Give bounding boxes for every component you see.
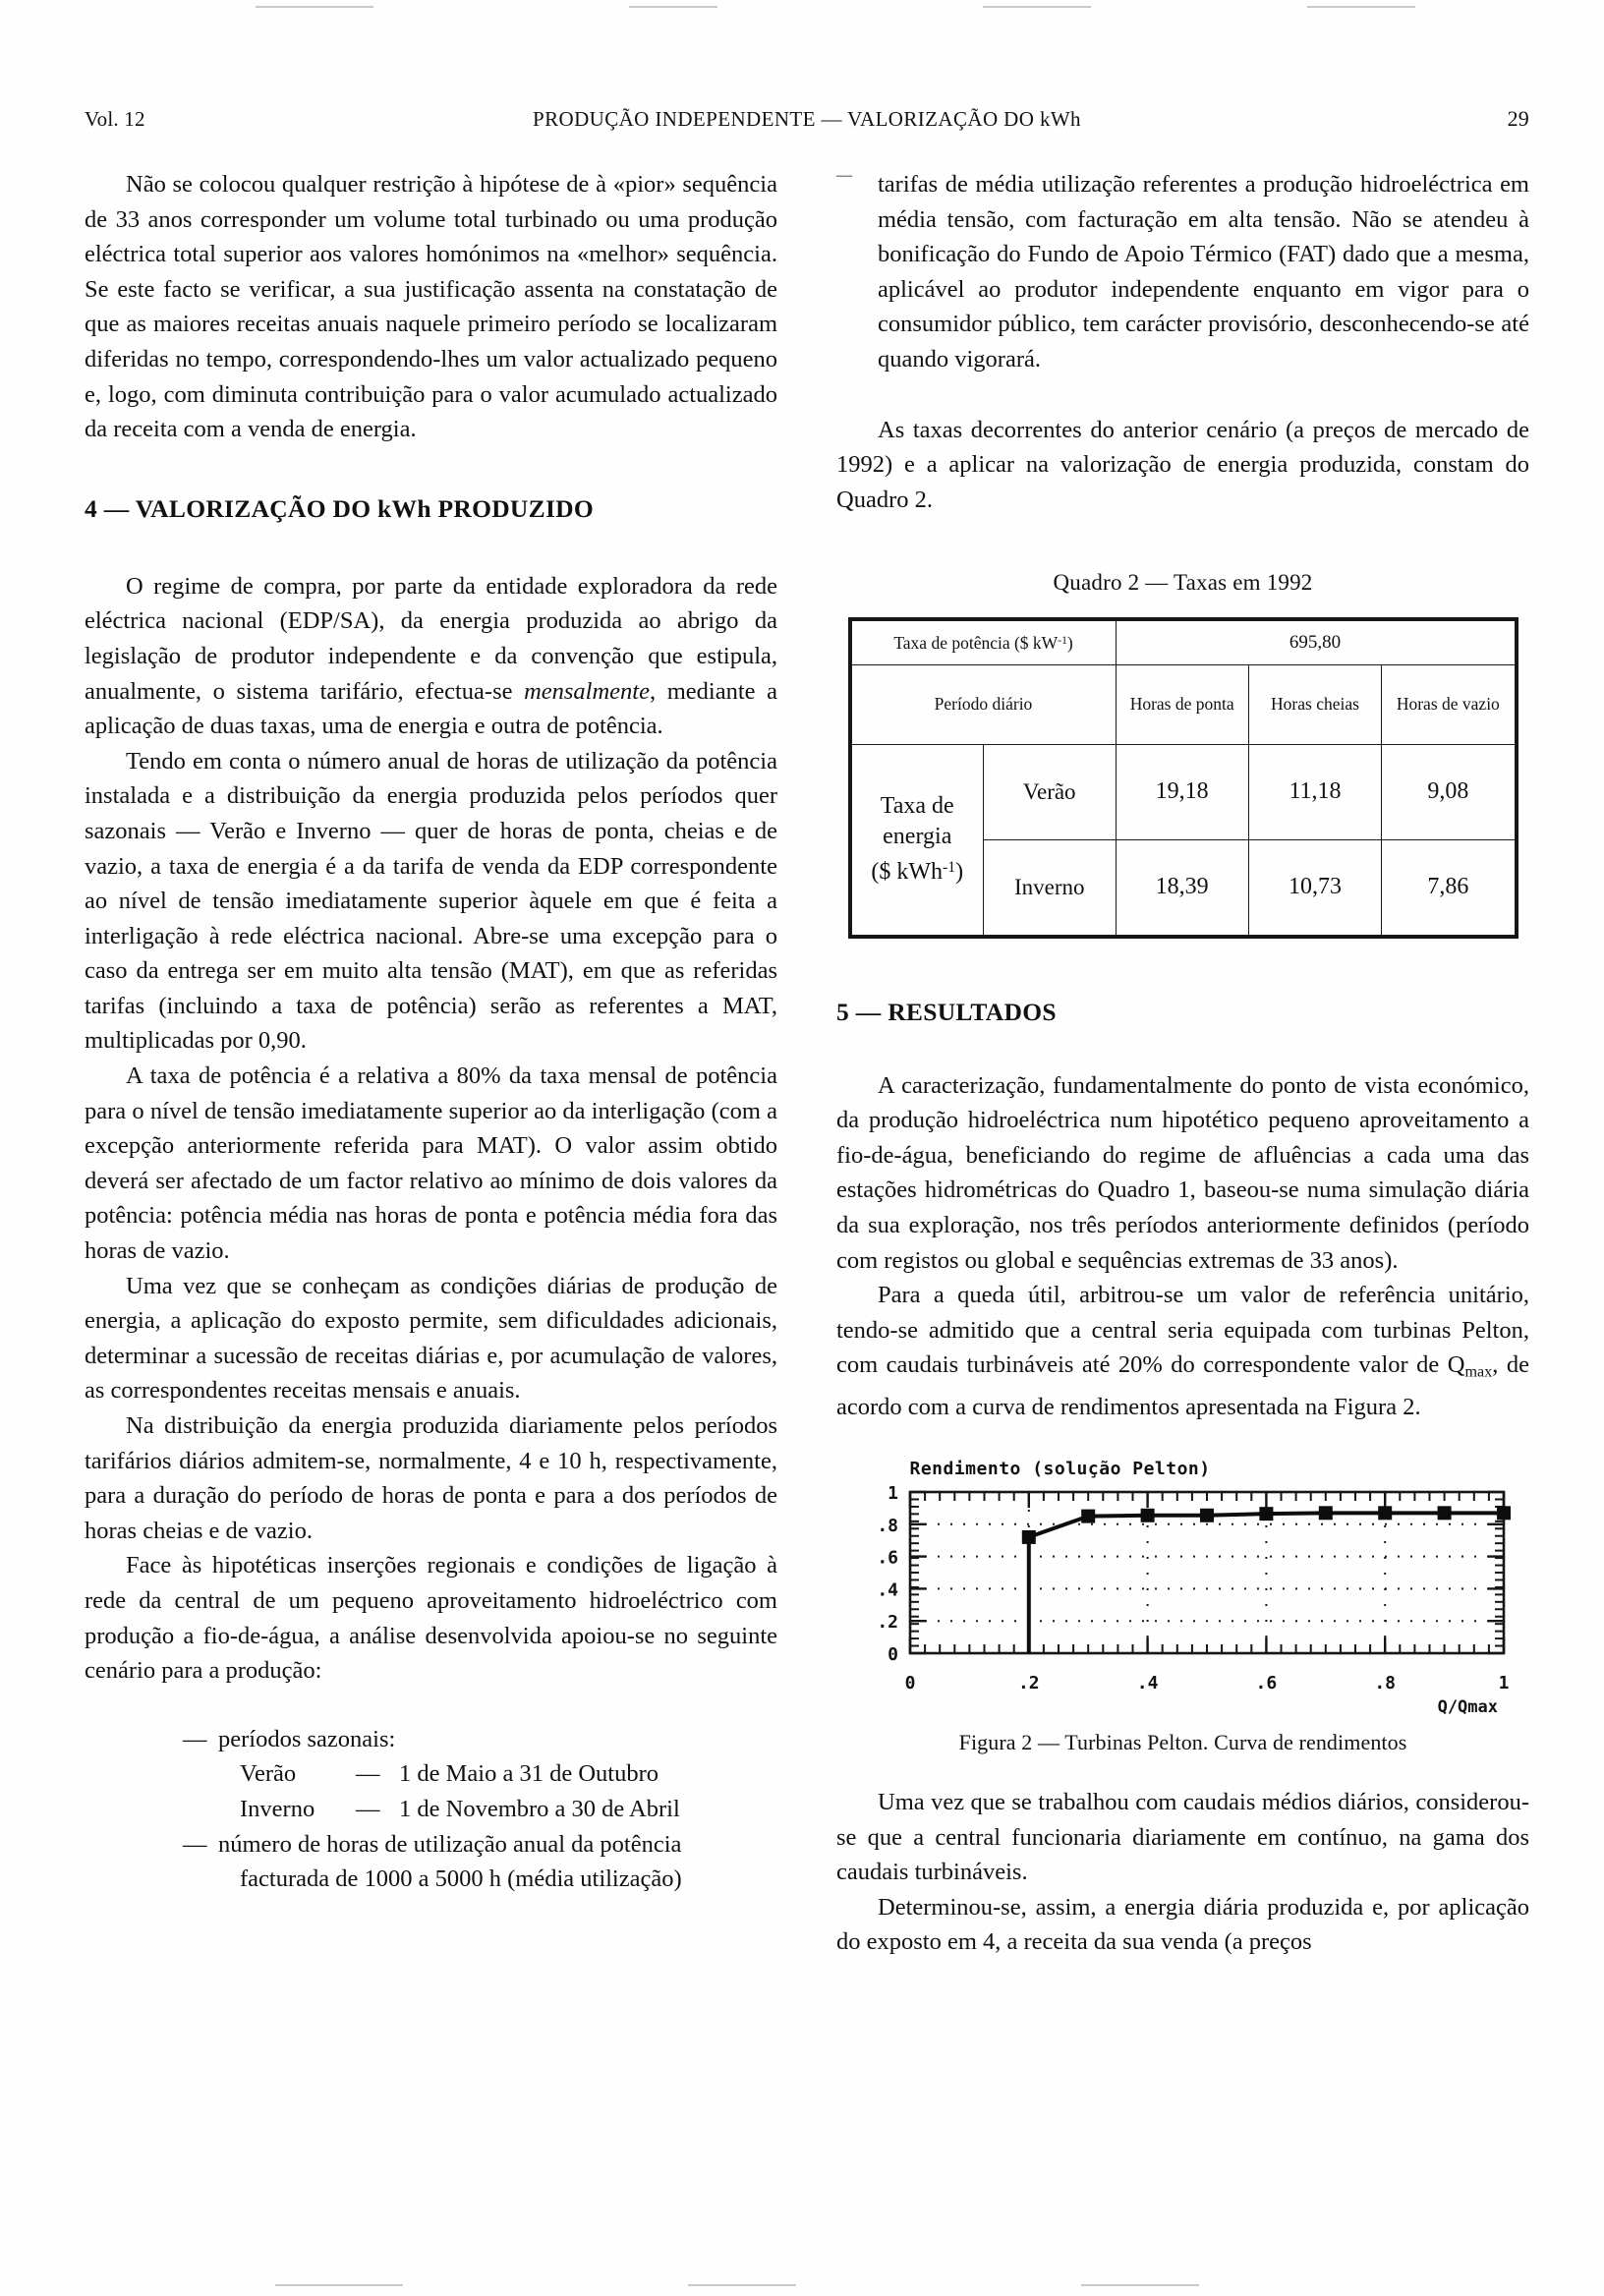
paragraph-left-2-part2: , mediante a aplicação de duas taxas, uma de energia e outra de potência. bbox=[85, 677, 777, 740]
energy-rate-label-line2-end: ) bbox=[955, 859, 964, 886]
table-row-period-header bbox=[851, 664, 1515, 744]
paragraph-right-4-part1: Para a queda útil, arbitrou-se um valor de referência unitário, tendo-se admitido que a central seria equipada com turbinas Pelton, com caudais turbináveis até 20% do correspondente valor de Q bbox=[836, 1282, 1529, 1379]
svg-text:.4: .4 bbox=[1136, 1672, 1158, 1693]
paragraph-left-2-part1: O regime de compra, por parte da entidade exploradora da rede eléctrica nacional (EDP/SA), da energia produzida ao abrigo da legislação de produtor independente e da convenção que estipula, anualmente, o sistema tarifário, efectua-se bbox=[85, 572, 777, 705]
paragraph-right-1: tarifas de média utilização referentes a produção hidroeléctrica em média tensão, com facturação em alta tensão. Não se atendeu à bonificação do Fundo de Apoio Térmico (FAT) dado que a mesma, aplicável ao produtor independente enquanto em vigor para o consumidor público, tem carácter provisório, desconhecendo-se até quando vigorará. bbox=[878, 171, 1529, 373]
svg-text:.2: .2 bbox=[1017, 1672, 1040, 1693]
svg-text:.8: .8 bbox=[1373, 1672, 1396, 1693]
svg-text:1: 1 bbox=[887, 1482, 898, 1504]
pelton-efficiency-chart bbox=[839, 1458, 1527, 1717]
running-head bbox=[85, 106, 1529, 132]
scenario-item-seasonal-label: períodos sazonais: bbox=[218, 1725, 396, 1752]
left-column bbox=[85, 167, 777, 1897]
svg-text:.4: .4 bbox=[876, 1579, 898, 1601]
cell-header-horas-vazio: Horas de vazio bbox=[1382, 664, 1515, 744]
paragraph-right-2: As taxas decorrentes do anterior cenário (a preços de mercado de 1992) e a aplicar na valorização de energia produzida, constam do Quadro 2. bbox=[836, 416, 1529, 513]
power-rate-label-sup: -1 bbox=[1058, 635, 1067, 648]
two-column-body bbox=[85, 167, 1529, 1960]
dash-separator-icon: — bbox=[356, 1760, 380, 1788]
cell-header-horas-ponta: Horas de ponta bbox=[1116, 664, 1248, 744]
cell-power-rate-value: 695,80 bbox=[1116, 621, 1515, 664]
page-title: PRODUÇÃO INDEPENDENTE — VALORIZAÇÃO DO kWh bbox=[533, 107, 1081, 131]
paragraph-left-7: Face às hipotéticas inserções regionais e condições de ligação à rede da central de um pequeno aproveitamento hidroeléctrico com produção a fio-de-água, a análise desenvolvida apoiou-se no seguinte cenário para a produção: bbox=[85, 1552, 777, 1685]
scan-edge-mark bbox=[688, 2284, 796, 2286]
chart-title: Rendimento (solução Pelton) bbox=[909, 1458, 1211, 1479]
figure-2 bbox=[836, 1459, 1529, 1755]
spacer bbox=[836, 517, 1529, 570]
paragraph-left-3: Tendo em conta o número anual de horas de utilização da potência instalada e a distribuição da energia produzida pelos períodos quer sazonais — Verão e Inverno — quer de horas de ponta, cheias e de vazio, a taxa de energia é a da tarifa de venda da EDP correspondente ao nível de tensão imediatamente superior àquele em que é feita a interligação à rede eléctrica nacional. Abre-se uma excepção para o caso da entrega ser em muito alta tensão (MAT), em que as referidas tarifas (incluindo a taxa de potência) serão as referentes a MAT, multiplicadas por 0,90. bbox=[85, 747, 777, 1055]
spacer bbox=[836, 1029, 1529, 1068]
scenario-item-seasonal bbox=[183, 1722, 777, 1757]
paragraph-right-4-part2: , de acordo com a curva de rendimentos apresentada na Figura 2. bbox=[836, 1351, 1529, 1421]
scan-edge-mark bbox=[256, 6, 373, 8]
cell-season-verao: Verão bbox=[984, 744, 1117, 839]
spacer bbox=[836, 1755, 1529, 1785]
tariff-dash-item bbox=[836, 167, 1529, 377]
scenario-season-inverno bbox=[183, 1792, 777, 1827]
table-row-power-rate bbox=[851, 621, 1515, 664]
energy-rate-label-line1: Taxa de energia bbox=[880, 792, 954, 849]
scenario-season-verao bbox=[183, 1756, 777, 1792]
dash-separator-icon: — bbox=[356, 1795, 380, 1822]
heading-section-4: 4 — VALORIZAÇÃO DO kWh PRODUZIDO bbox=[85, 493, 595, 523]
power-rate-label-end: ) bbox=[1066, 633, 1073, 654]
paragraph-right-6: Determinou-se, assim, a energia diária produzida e, por aplicação do exposto em 4, a receita da sua venda (a preços bbox=[836, 1893, 1529, 1956]
cell-power-rate-label bbox=[851, 621, 1116, 664]
energy-rate-label-sup: -1 bbox=[942, 858, 956, 876]
svg-text:1: 1 bbox=[1498, 1672, 1509, 1693]
table-row-verao bbox=[851, 744, 1515, 839]
scenario-item-hours-label: número de horas de utilização anual da potência bbox=[218, 1830, 682, 1858]
q-max-subscript: max bbox=[1464, 1363, 1493, 1381]
svg-text:Q/Qmax: Q/Qmax bbox=[1437, 1696, 1498, 1717]
paragraph-left-2 bbox=[85, 569, 777, 744]
cell-header-horas-cheias: Horas cheias bbox=[1248, 664, 1381, 744]
cell-verao-cheias: 11,18 bbox=[1248, 744, 1381, 839]
table-caption: Quadro 2 — Taxas em 1992 bbox=[1053, 570, 1313, 596]
svg-text:0: 0 bbox=[904, 1672, 915, 1693]
svg-text:0: 0 bbox=[887, 1643, 898, 1665]
page-content bbox=[85, 106, 1529, 1960]
paragraph-left-6: Na distribuição da energia produzida diariamente pelos períodos tarifários diários admitem-se, normalmente, 4 e 10 h, respectivamente, para a duração do período de horas de ponta e para a dos períodos de horas cheias e de vazio. bbox=[85, 1412, 777, 1544]
right-column bbox=[836, 167, 1529, 1960]
svg-text:.6: .6 bbox=[1255, 1672, 1277, 1693]
heading-section-5: 5 — RESULTADOS bbox=[836, 997, 1057, 1026]
cell-season-inverno: Inverno bbox=[984, 839, 1117, 935]
paragraph-left-5: Uma vez que se conheçam as condições diárias de produção de energia, a aplicação do exposto permite, sem dificuldades adicionais, determinar a sucessão de receitas diárias e, por acumulação de valores, as correspondentes receitas mensais e anuais. bbox=[85, 1272, 777, 1405]
chart-svg bbox=[839, 1459, 1527, 1717]
svg-text:.8: .8 bbox=[876, 1515, 898, 1536]
scan-edge-mark bbox=[983, 6, 1091, 8]
paragraph-left-4: A taxa de potência é a relativa a 80% da taxa mensal de potência para o nível de tensão imediatamente superior ao da interligação (com a excepção anteriormente referida para MAT). O valor assim obtido deverá ser afectado de um factor relativo ao mínimo de dois valores da potência: potência média nas horas de ponta e potência média fora das horas de vazio. bbox=[85, 1062, 777, 1265]
volume-label: Vol. 12 bbox=[85, 107, 145, 131]
power-rate-label-text: Taxa de potência ($ kW bbox=[893, 633, 1059, 654]
energy-rate-label-line2: ($ kWh bbox=[871, 859, 943, 886]
page-number: 29 bbox=[1507, 106, 1529, 131]
svg-text:.2: .2 bbox=[876, 1612, 898, 1634]
cell-inverno-vazio: 7,86 bbox=[1382, 839, 1515, 935]
paragraph-right-4 bbox=[836, 1278, 1529, 1425]
cell-period-label: Período diário bbox=[851, 664, 1116, 744]
spacer bbox=[836, 939, 1529, 996]
paragraph-right-5: Uma vez que se trabalhou com caudais médios diários, considerou-se que a central funcionaria diariamente em contínuo, na gama dos caudais turbináveis. bbox=[836, 1788, 1529, 1886]
season-name-verao: Verão bbox=[240, 1760, 297, 1788]
scenario-item-hours bbox=[183, 1827, 777, 1863]
quadro-2-table bbox=[851, 620, 1516, 935]
scan-edge-mark bbox=[1307, 6, 1415, 8]
season-name-inverno: Inverno bbox=[240, 1795, 315, 1822]
paragraph-right-3: A caracterização, fundamentalmente do ponto de vista económico, da produção hidroeléctrica num hipotético pequeno aproveitamento a fio-de-água, beneficiando do regime de afluências a cada uma das estações hidrométricas do Quadro 1, baseou-se numa simulação diária da sua exploração, nos três períodos anteriormente definidos (período com registos ou global e sequências extremas de 33 anos). bbox=[836, 1071, 1529, 1274]
cell-energy-rate-label bbox=[851, 744, 984, 935]
cell-inverno-ponta: 18,39 bbox=[1116, 839, 1248, 935]
svg-text:.6: .6 bbox=[876, 1547, 898, 1569]
scan-edge-mark bbox=[629, 6, 717, 8]
cell-inverno-cheias: 10,73 bbox=[1248, 839, 1381, 935]
scan-edge-mark bbox=[275, 2284, 403, 2286]
quadro-2-table-wrapper bbox=[848, 617, 1518, 938]
dash-bullet-icon: — bbox=[836, 167, 852, 184]
scan-edge-mark bbox=[1081, 2284, 1199, 2286]
spacer bbox=[836, 377, 1529, 413]
figure-caption: Figura 2 — Turbinas Pelton. Curva de rendimentos bbox=[958, 1729, 1407, 1754]
cell-verao-ponta: 19,18 bbox=[1116, 744, 1248, 839]
scenario-list bbox=[85, 1722, 777, 1897]
cell-verao-vazio: 9,08 bbox=[1382, 744, 1515, 839]
paragraph-left-1: Não se colocou qualquer restrição à hipótese de à «pior» sequência de 33 anos corresponder um volume total turbinado ou uma produção eléctrica total superior aos valores homónimos na «melhor» sequência. Se este facto se verificar, a sua justificação assenta na constatação de que as maiores receitas anuais naquele primeiro período se localizaram diferidas no tempo, correspondendo-lhes um valor actualizado pequeno e, logo, com diminuta contribuição para o valor acumulado actualizado da receita com a venda de energia. bbox=[85, 171, 777, 443]
scenario-item-hours-continuation: facturada de 1000 a 5000 h (média utilização) bbox=[240, 1866, 682, 1893]
paragraph-left-2-emphasis: mensalmente bbox=[524, 677, 650, 705]
season-range-inverno: 1 de Novembro a 30 de Abril bbox=[399, 1795, 680, 1822]
season-range-verao: 1 de Maio a 31 de Outubro bbox=[399, 1760, 659, 1788]
dash-bullet-icon: — bbox=[183, 1725, 207, 1752]
dash-bullet-icon: — bbox=[183, 1830, 207, 1858]
